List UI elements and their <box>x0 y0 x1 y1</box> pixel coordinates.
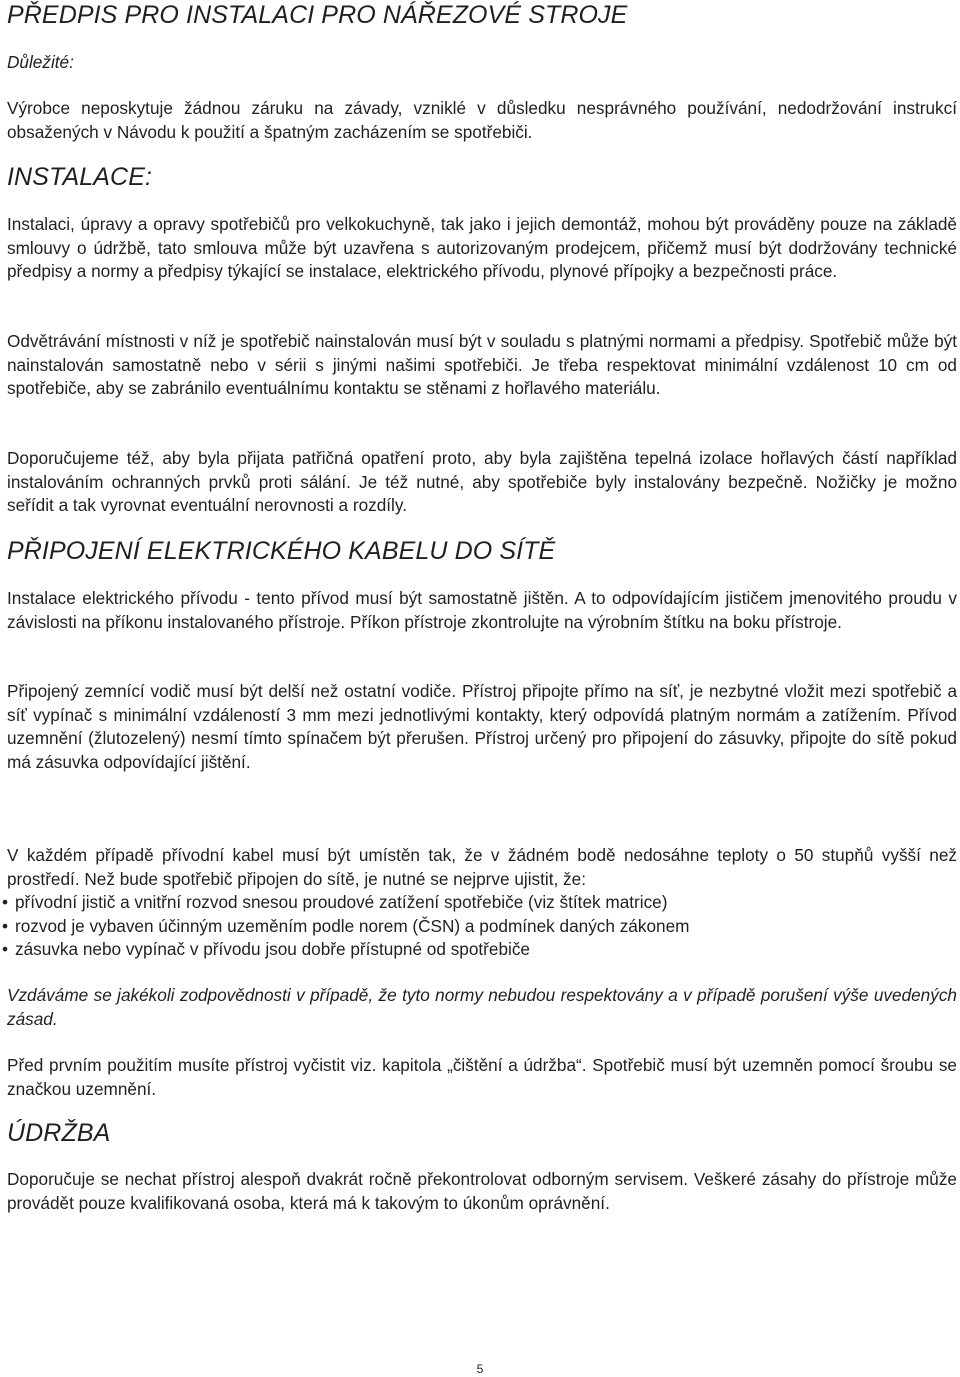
important-label: Důležité: <box>7 52 74 72</box>
electrical-heading: PŘIPOJENÍ ELEKTRICKÉHO KABELU DO SÍTĚ <box>7 537 556 565</box>
bullet-icon: • <box>2 915 9 936</box>
electrical-paragraph-1: Instalace elektrického přívodu - tento přívod musí být samostatně jištěn. A to odpovídajícím jističem jmenovitého proudu v závislosti na příkonu instalovaného přístroje. Příkon přístroje zkontrolujte na výrobním štítku na boku přístroje. <box>7 588 957 632</box>
list-item: • rozvod je vybaven účinným uzeměním podle norem (ČSN) a podmínek daných zákonem <box>2 915 957 939</box>
installation-paragraph-1: Instalaci, úpravy a opravy spotřebičů pro velkokuchyně, tak jako i jejich demontáž, mohou být prováděny pouze na základě smlouvy o údržbě, tato smlouva může být uzavřena s autorizovaným prodejcem, přičemž musí být dodržovány technické předpisy a normy a předpisy týkající se instalace, elektrického přívodu, plynové přípojky a bezpečnosti práce. <box>7 214 957 282</box>
maintenance-paragraph: Doporučuje se nechat přístroj alespoň dvakrát ročně překontrolovat odborným servisem. Veškeré zásahy do přístroje může provádět pouze kvalifikovaná osoba, která má k takovým to úkonům oprávnění. <box>7 1169 957 1213</box>
bullet-icon: • <box>2 939 9 960</box>
warranty-paragraph: Výrobce neposkytuje žádnou záruku na závady, vzniklé v důsledku nesprávného používání, nedodržování instrukcí obsažených v Návodu k použití a špatným zacházením se spotřebiči. <box>7 98 957 142</box>
requirements-list <box>2 891 957 962</box>
installation-heading: INSTALACE: <box>7 163 153 191</box>
disclaimer-paragraph: Vzdáváme se jakékoli zodpovědnosti v případě, že tyto normy nebudou respektovány a v případě porušení výše uvedených zásad. <box>7 985 957 1029</box>
list-item: • zásuvka nebo vypínač v přívodu jsou dobře přístupné od spotřebiče <box>2 938 957 962</box>
electrical-paragraph-3: V každém případě přívodní kabel musí být umístěn tak, že v žádném bodě nedosáhne teploty o 50 stupňů vyšší než prostředí. Než bude spotřebič připojen do sítě, je nutné se nejprve ujistit, že: <box>7 845 957 889</box>
installation-paragraph-3: Doporučujeme též, aby byla přijata patřičná opatření proto, aby byla zajištěna tepelná izolace hořlavých částí například instalováním ochranných prvků proti sálání. Je též nutné, aby spotřebiče byly instalovány bezpečně. Nožičky je možno seřídit a tak vyrovnat eventuální nerovnosti a rozdíly. <box>7 448 957 516</box>
bullet-icon: • <box>2 892 9 912</box>
document-title: PŘEDPIS PRO INSTALACI PRO NÁŘEZOVÉ STROJE <box>7 1 628 29</box>
page-number: 5 <box>476 1362 484 1376</box>
installation-paragraph-2: Odvětrávání místnosti v níž je spotřebič nainstalován musí být v souladu s platnými normami a předpisy. Spotřebič může být nainstalován samostatně nebo v sérii s jinými našimi spotřebiči. Je třeba respektovat minimální vzdálenost 10 cm od spotřebiče, aby se zabránilo eventuálnímu kontaktu se stěnami z hořlavého materiálu. <box>7 331 957 399</box>
list-item: • přívodní jistič a vnitřní rozvod snesou proudové zatížení spotřebiče (viz štítek matrice) <box>2 891 957 915</box>
electrical-paragraph-2: Připojený zemnící vodič musí být delší než ostatní vodiče. Přístroj připojte přímo na síť, je nezbytné vložit mezi spotřebič a síť vypínač s minimální vzdáleností 3 mm mezi jednotlivými kontakty, který odpovídá platným normám a zatížením. Přívod uzemnění (žlutozelený) nesmí tímto spínačem být přerušen. Přístroj určený pro připojení do zásuvky, připojte do sítě pokud má zásuvka odpovídající jištění. <box>7 681 957 772</box>
maintenance-heading: ÚDRŽBA <box>7 1119 111 1147</box>
cleaning-note-paragraph: Před prvním použitím musíte přístroj vyčistit viz. kapitola „čištění a údržba“. Spotřebič musí být uzemněn pomocí šroubu se značkou uzemnění. <box>7 1055 957 1099</box>
